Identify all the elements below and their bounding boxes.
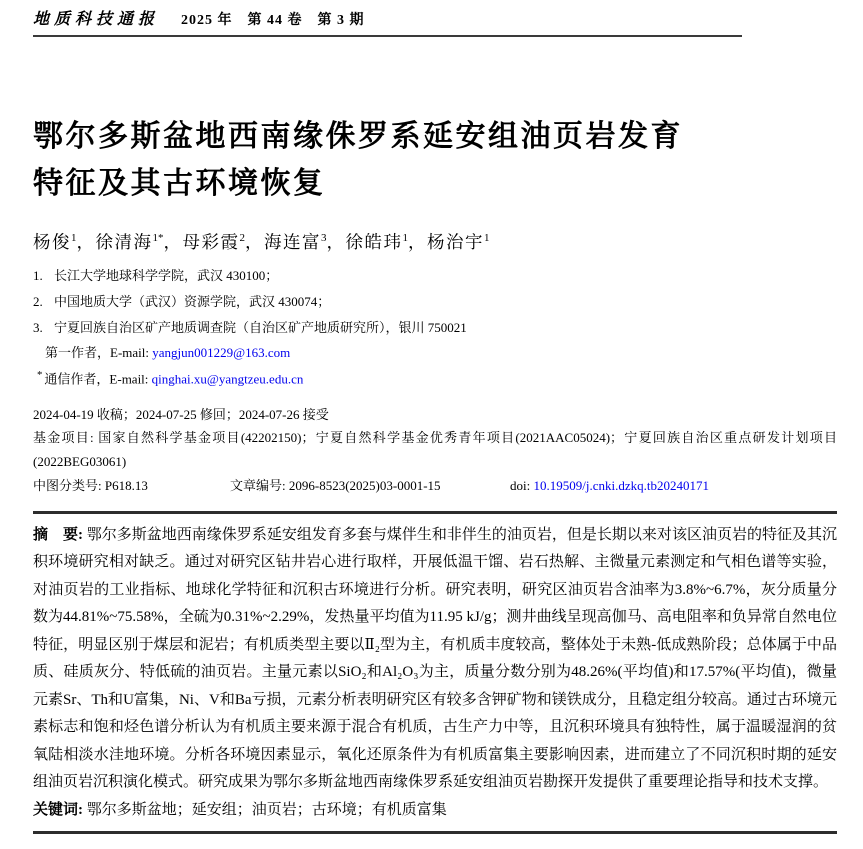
keywords-label: 关键词: [33,801,87,818]
footer-divider [33,831,837,834]
affiliation-list [33,263,837,341]
article-title [33,113,837,207]
affiliation-item [33,263,837,289]
article-number-value: 2096-8523(2025)03-0001-15 [288,478,441,494]
corresponding-author-note [33,364,837,390]
abstract-divider [33,511,837,514]
doi-link[interactable]: 10.19509/j.cnki.dzkq.tb20240171 [533,478,709,494]
author: 徐清海$^{1*}$ [95,232,164,252]
affiliation-text: 长江大学地球科学学院，武汉 430100； [54,268,279,283]
journal-name: 地质科技通报 [33,9,160,28]
author: 杨治宇$^1$ [427,232,490,252]
affiliation-item [33,315,837,341]
affiliation-number: 1. [33,268,43,283]
clc-label: 中图分类号: [33,478,105,494]
corresponding-label: 通信作者，E-mail: [44,371,152,387]
abstract-label: 摘 要: [33,526,87,543]
funding-text: 国家自然科学基金项目(42202150)；宁夏自然科学基金优秀青年项目(2021AAC05024)；宁夏回族自治区重点研发计划项目(2022BEG03061) [33,430,837,469]
journal-issue-info: 2025 年 第 44 卷 第 3 期 [181,13,365,28]
first-author-label: 第一作者，E-mail: [45,345,153,360]
classification-row [33,474,837,498]
author: 徐皓玮$^1$ [345,232,408,252]
abstract [33,522,837,797]
keywords-line [33,797,837,825]
dates-line: 2024-04-19 收稿；2024-07-25 修回；2024-07-26 接受 [33,407,329,423]
author: 母彩霞$^2$ [182,232,245,252]
author: 杨俊$^1$ [33,232,77,252]
doi-label: doi: [510,478,534,494]
header-divider [33,35,742,37]
title-line: 特征及其古环境恢复 [33,167,326,200]
affiliation-text: 中国地质大学（武汉）资源学院，武汉 430074； [54,294,331,309]
affiliation-number: 2. [33,294,43,309]
corresponding-marker: * [37,369,43,381]
doi [510,474,837,498]
affiliation-number: 3. [33,320,43,335]
article-number [230,474,510,498]
first-author-email-link[interactable]: yangjun001229@163.com [152,345,291,360]
keywords-text: 鄂尔多斯盆地；延安组；油页岩；古环境；有机质富集 [86,801,447,818]
clc-number [33,474,230,498]
abstract-text: 鄂尔多斯盆地西南缘侏罗系延安组发育多套与煤伴生和非伴生的油页岩，但是长期以来对该区油页岩的特征及其沉积环境研究相对缺乏。通过对研究区钻井岩心进行取样，开展低温干馏、岩石热解、主微量元素测定和气相色谱等实验，对油页岩的工业指标、地球化学特征和沉积古环境进行分析。研究表明，研究区油页岩含油率为3.8%~6.7%，灰分质量分数为44.81%~75.58%，全硫为0.31%~2.29%，发热量平均值为11.95 kJ/g；测井曲线呈现高伽马、高电阻率和负异常自然电位特征，明显区别于煤层和泥岩；有机质类型主要以Ⅱ₂型为主，有机质丰度较高，整体处于未熟-低成熟阶段；总体属于中品质、硅质灰分、特低硫的油页岩。主量元素以SiO₂和Al₂O₃为主，质量分数分别为48.26%(平均值)和17.57%(平均值)，微量元素Sr、Th和U富集，Ni、V和Ba亏损，元素分析表明研究区有较多含钾矿物和镁铁成分，且稳定组分较高。通过古环境元素标志和饱和烃色谱分析认为有机质主要来源于混合有机质，古生产力中等，且沉积环境具有独特性，属于温暖湿润的贫氧陆相淡水洼地环境。分析各环境因素显示，氧化还原条件为有机质富集主要影响因素，进而建立了不同沉积时期的延安组油页岩沉积演化模式。研究成果为鄂尔多斯盆地西南缘侏罗系延安组油页岩勘探开发提供了重要理论指导和技术支撑。 [33,526,837,791]
funding-label: 基金项目: [33,430,99,446]
first-author-note [33,341,837,364]
corresponding-email-link[interactable]: qinghai.xu@yangtzeu.edu.cn [151,371,304,387]
affiliation-text: 宁夏回族自治区矿产地质调查院（自治区矿产地质研究所），银川 750021 [54,320,467,335]
affiliation-item [33,289,837,315]
journal-header [33,6,837,29]
clc-value: P618.13 [104,478,148,494]
article-number-label: 文章编号: [230,478,289,494]
author: 海连富$^3$ [264,232,327,252]
author-list: 杨俊$^1$，徐清海$^{1*}$，母彩霞$^2$，海连富$^3$，徐皓玮$^1$，杨治宇$^1$ [33,232,490,252]
title-line: 鄂尔多斯盆地西南缘侏罗系延安组油页岩发育 [33,120,683,153]
funding-line [33,426,837,473]
